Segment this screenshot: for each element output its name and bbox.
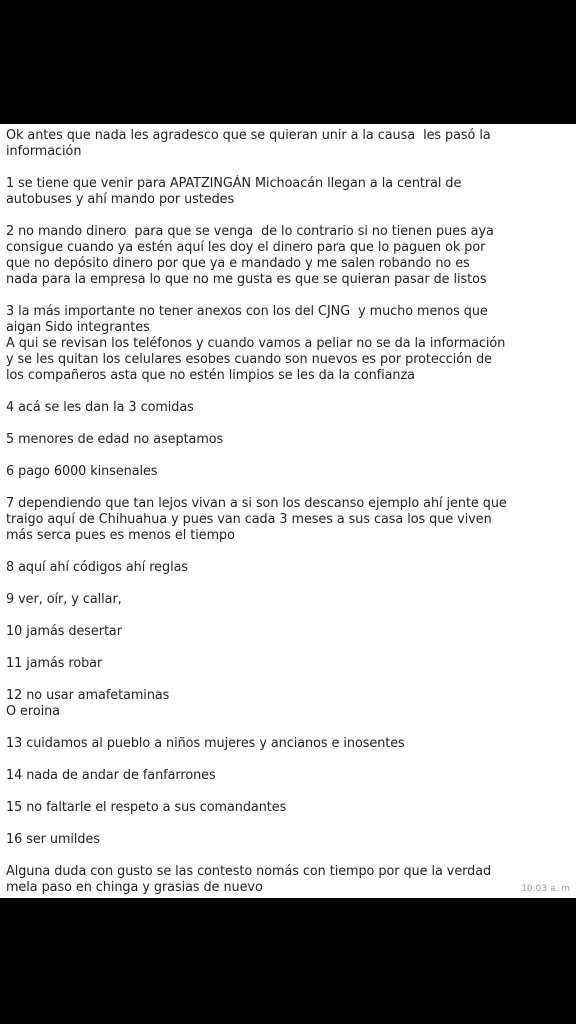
- rule-10: 10 jamás desertar: [6, 624, 122, 639]
- rule-12: 12 no usar amafetaminas O eroina: [6, 688, 170, 719]
- rule-16: 16 ser umildes: [6, 832, 100, 847]
- message-intro: Ok antes que nada les agradesco que se quieran unir a la causa les pasó la información: [6, 128, 491, 159]
- rule-1: 1 se tiene que venir para APATZINGÁN Michoacán llegan a la central de autobuses y ahí mando por ustedes: [6, 176, 462, 207]
- rule-13: 13 cuidamos al pueblo a niños mujeres y ancianos e inosentes: [6, 736, 405, 751]
- rule-11: 11 jamás robar: [6, 656, 103, 671]
- message-timestamp: 10:03 a. m: [521, 884, 570, 894]
- message-closing: Alguna duda con gusto se las contesto nomás con tiempo por que la verdad mela paso en chinga y grasias de nuevo: [6, 864, 492, 895]
- rule-5: 5 menores de edad no aseptamos: [6, 432, 224, 447]
- rule-15: 15 no faltarle el respeto a sus comandantes: [6, 800, 287, 815]
- rule-7: 7 dependiendo que tan lejos vivan a si son los descanso ejemplo ahí jente que traigo aquí de Chihuahua y pues van cada 3 meses a sus casa los que viven más serca pues es menos el tiempo: [6, 496, 507, 543]
- message-bubble: [0, 124, 576, 898]
- rule-8: 8 aquí ahí códigos ahí reglas: [6, 560, 189, 575]
- rule-9: 9 ver, oír, y callar,: [6, 592, 122, 607]
- rule-2: 2 no mando dinero para que se venga de lo contrario si no tienen pues aya consigue cuando ya estén aquí les doy el dinero para que lo paguen ok por que no depósito dinero por que ya e mandado y me salen robando no es nada para la empresa lo que no me gusta es que se quieran pasar de listos: [6, 224, 494, 287]
- rule-14: 14 nada de andar de fanfarrones: [6, 768, 216, 783]
- rule-4: 4 acá se les dan la 3 comidas: [6, 400, 194, 415]
- rule-3: 3 la más importante no tener anexos con los del CJNG y mucho menos que aigan Sido integrantes A qui se revisan los teléfonos y cuando vamos a peliar no se da la información y se les quitan los celulares esobes cuando son nuevos es por protección de los compañeros asta que no estén limpios se les da la confianza: [6, 304, 506, 383]
- rule-6: 6 pago 6000 kinsenales: [6, 464, 158, 479]
